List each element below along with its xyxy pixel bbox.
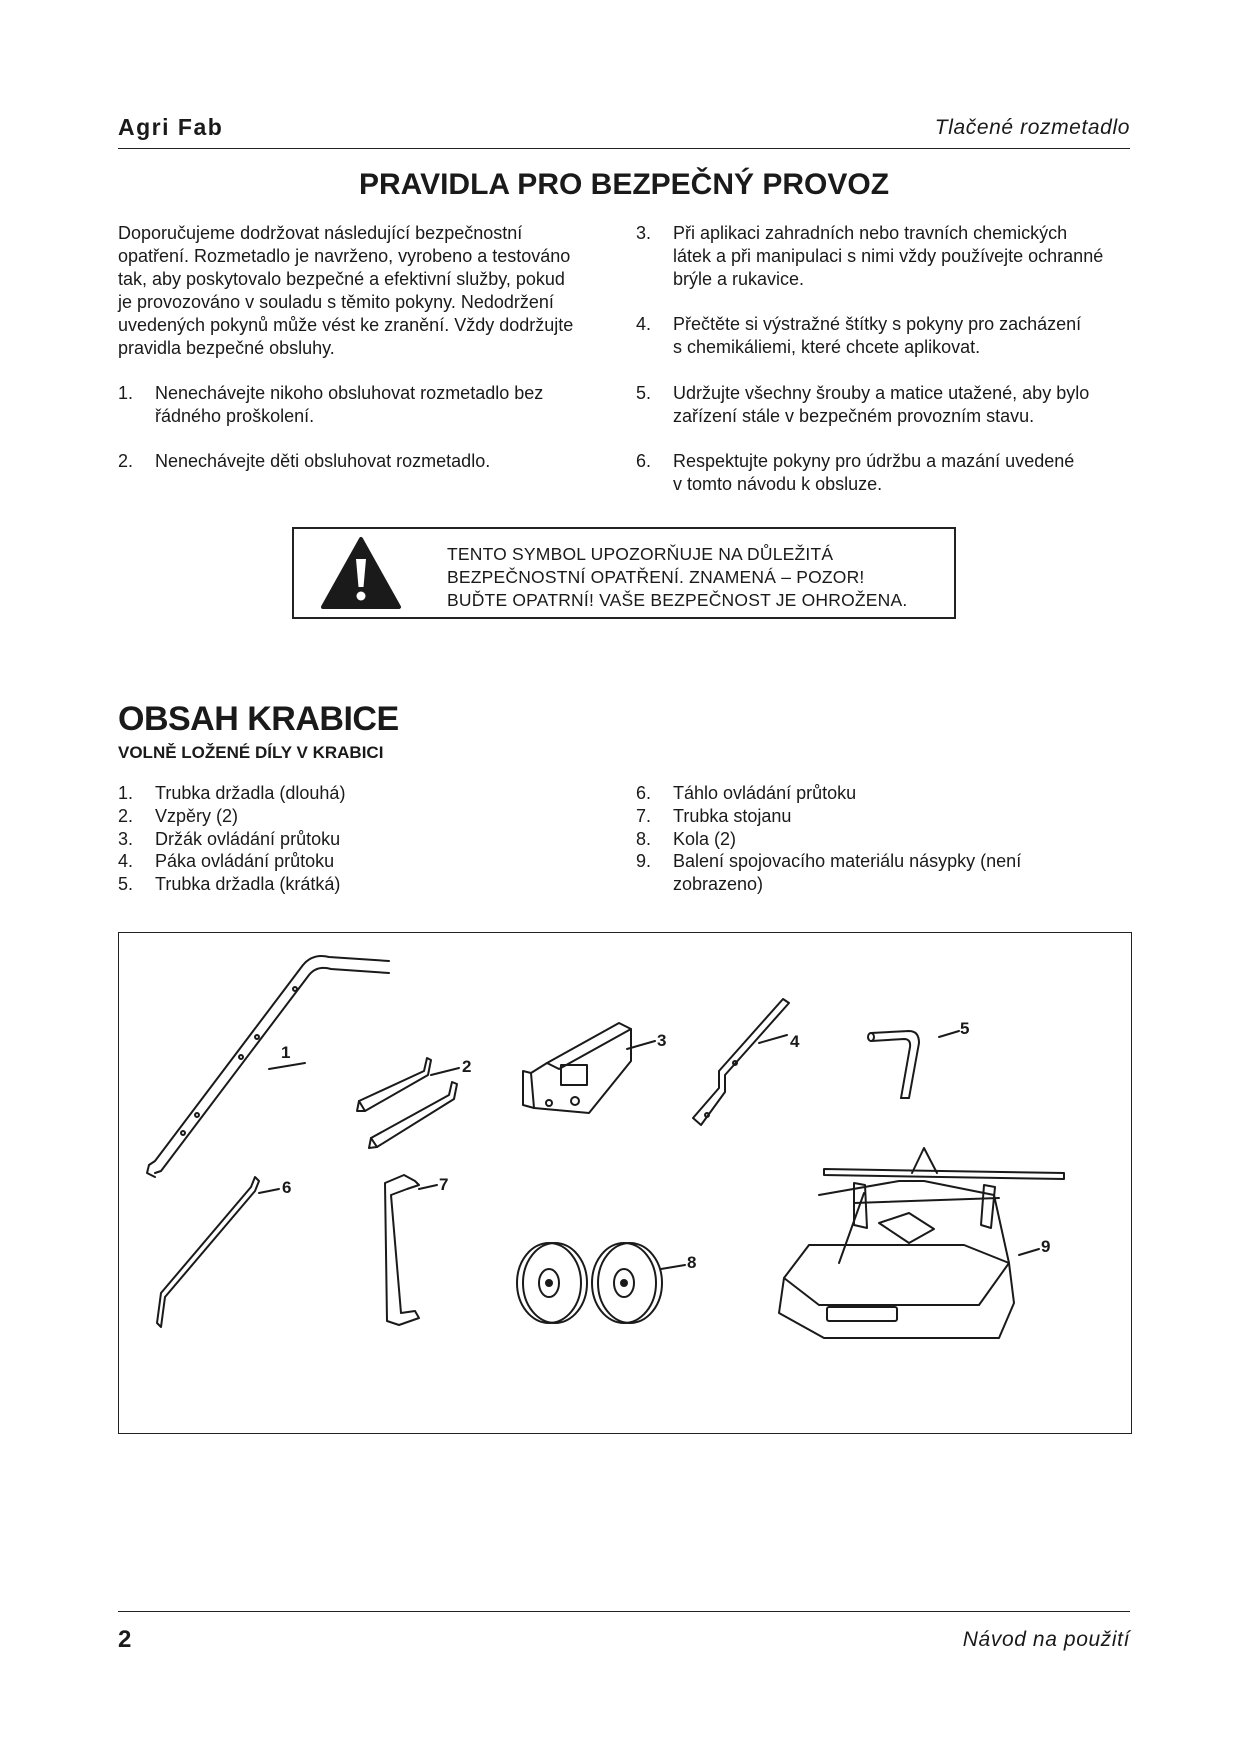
callout-2: 2: [462, 1057, 472, 1076]
rule-number: 3.: [636, 223, 652, 243]
flow-lever-drawing: [693, 999, 789, 1125]
rule-text: brýle a rukavice.: [673, 269, 805, 289]
rule-text: Při aplikaci zahradních nebo travních chemických: [673, 223, 1068, 243]
rule-text: řádného proškolení.: [155, 406, 315, 426]
warning-triangle-icon: [320, 535, 402, 611]
safety-rule-4: [636, 313, 1136, 359]
safety-rule-5: [636, 382, 1136, 428]
list-item: 2. Vzpěry (2): [118, 805, 239, 826]
warning-line: BUĎTE OPATRNÍ! VAŠE BEZPEČNOST JE OHROŽENA.: [447, 590, 908, 610]
handle-tube-long-drawing: [147, 956, 389, 1177]
intro-line: je provozováno v souladu s těmito pokyny. Nedodržení: [118, 292, 554, 312]
parts-list-right: [636, 782, 1136, 896]
rule-text: Nenechávejte děti obsluhovat rozmetadlo.: [155, 451, 491, 471]
intro-line: pravidla bezpečné obsluhy.: [118, 338, 335, 358]
handle-tube-short-drawing: [868, 1031, 959, 1098]
document-title: Tlačené rozmetadlo: [934, 116, 1130, 139]
intro-line: Doporučujeme dodržovat následující bezpečnostní: [118, 223, 523, 243]
rule-text: Udržujte všechny šrouby a matice utažené, aby bylo: [673, 383, 1090, 403]
rule-text: Přečtěte si výstražné štítky s pokyny pro zacházení: [673, 314, 1082, 334]
parts-list-left: [118, 782, 598, 896]
rule-text: Nenechávejte nikoho obsluhovat rozmetadlo bez: [155, 383, 544, 403]
rule-text: Respektujte pokyny pro údržbu a mazání uvedené: [673, 451, 1075, 471]
safety-rule-2: [118, 450, 608, 473]
rule-number: 1.: [118, 383, 134, 403]
list-item: 7. Trubka stojanu: [636, 805, 792, 826]
warning-line: BEZPEČNOSTNÍ OPATŘENÍ. ZNAMENÁ – POZOR!: [447, 567, 865, 587]
safety-title: PRAVIDLA PRO BEZPEČNÝ PROVOZ: [358, 168, 890, 201]
rule-text: s chemikáliemi, které chcete aplikovat.: [673, 337, 981, 357]
warning-line: TENTO SYMBOL UPOZORŇUJE NA DŮLEŽITÁ: [447, 544, 834, 564]
warning-text: [447, 543, 907, 612]
footer-doc-type: Návod na použití: [962, 1628, 1130, 1651]
callout-6: 6: [282, 1178, 292, 1197]
wheels-drawing: [517, 1243, 685, 1323]
rule-number: 2.: [118, 451, 134, 471]
rule-number: 4.: [636, 314, 652, 334]
list-item: 3. Držák ovládání průtoku: [118, 828, 341, 849]
intro-line: uvedených pokynů může vést ke zranění. Vždy dodržujte: [118, 315, 574, 335]
list-item: 5. Trubka držadla (krátká): [118, 874, 341, 895]
list-item: 9. Balení spojovacího materiálu násypky (není zobrazeno): [636, 851, 1022, 895]
list-item: 6. Táhlo ovládání průtoku: [636, 783, 857, 803]
callout-1: 1: [281, 1043, 291, 1062]
safety-rule-3: [636, 222, 1136, 291]
footer-divider: [118, 1611, 1130, 1612]
rule-text: látek a při manipulaci s nimi vždy používejte ochranné: [673, 246, 1104, 266]
intro-line: opatření. Rozmetadlo je navrženo, vyrobeno a testováno: [118, 246, 571, 266]
stand-tube-drawing: [385, 1175, 437, 1325]
rule-text: zařízení stále v bezpečném provozním stavu.: [673, 406, 1035, 426]
intro-line: tak, aby poskytovalo bezpečné a efektivní služby, pokud: [118, 269, 565, 289]
callout-4: 4: [790, 1032, 800, 1051]
safety-rule-6: [636, 450, 1136, 496]
callout-3: 3: [657, 1031, 667, 1050]
header-divider: [118, 148, 1130, 149]
rule-number: 6.: [636, 451, 652, 471]
rule-number: 5.: [636, 383, 652, 403]
callout-7: 7: [439, 1175, 449, 1194]
list-item: 8. Kola (2): [636, 828, 737, 849]
flow-rod-drawing: [157, 1177, 279, 1327]
brand-name: Agri Fab: [118, 114, 224, 140]
callout-8: 8: [687, 1253, 697, 1272]
page-number: 2: [118, 1626, 132, 1653]
list-item: 4. Páka ovládání průtoku: [118, 851, 335, 872]
contents-subtitle: VOLNĚ LOŽENÉ DÍLY V KRABICI: [118, 743, 384, 762]
hopper-drawing: [779, 1148, 1064, 1338]
parts-figure: [118, 932, 1132, 1434]
safety-intro: [118, 222, 604, 360]
list-item: 1. Trubka držadla (dlouhá): [118, 783, 346, 803]
rule-text: v tomto návodu k obsluze.: [673, 474, 883, 494]
braces-drawing: [357, 1058, 459, 1148]
callout-5: 5: [960, 1019, 970, 1038]
contents-title: OBSAH KRABICE: [118, 700, 399, 738]
flow-bracket-drawing: [523, 1023, 655, 1113]
callout-9: 9: [1041, 1237, 1051, 1256]
safety-rule-1: [118, 382, 608, 428]
